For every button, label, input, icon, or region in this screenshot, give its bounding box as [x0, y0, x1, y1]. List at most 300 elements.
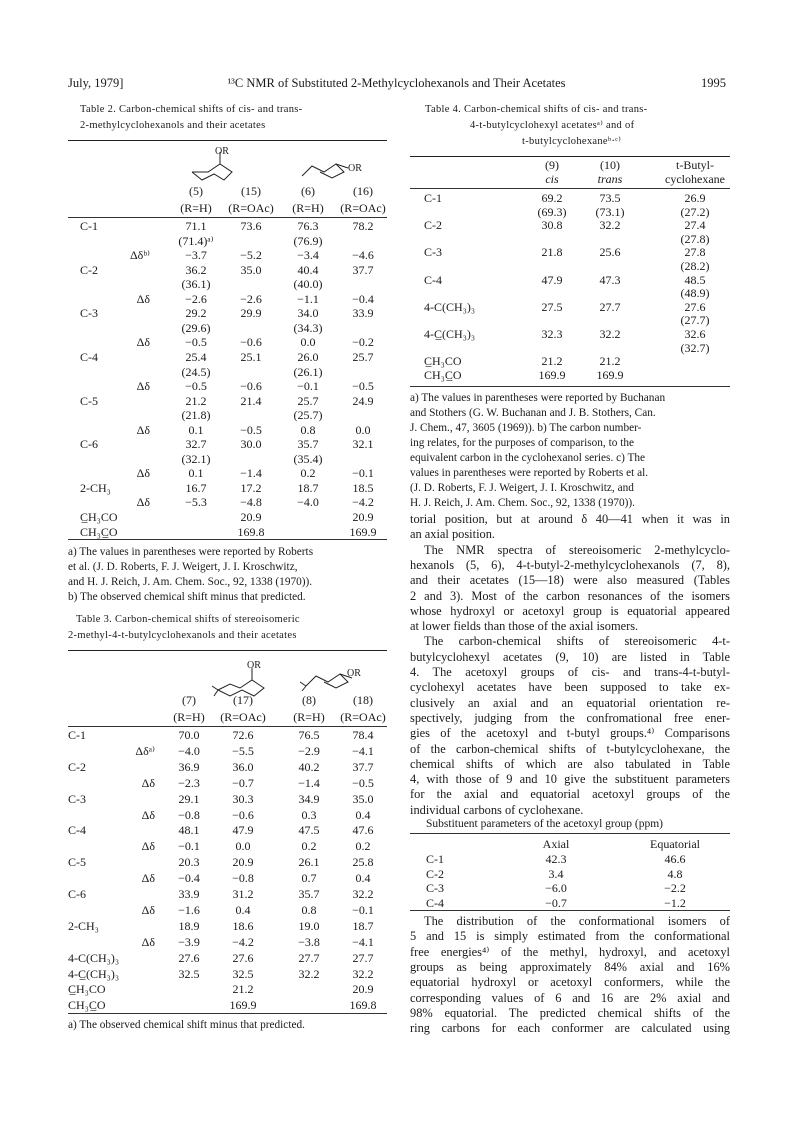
- table2-note-4: b) The observed chemical shift minus that predicted.: [68, 591, 306, 603]
- table3-cell: 0.8: [301, 902, 317, 917]
- table3-cell: 33.9: [178, 887, 200, 901]
- table2-cell: 21.4: [240, 393, 262, 408]
- table2-cell: (34.3): [293, 320, 323, 335]
- table3-row-label: C-3: [68, 791, 86, 806]
- table3-row-label: CH₃C̲O: [68, 998, 106, 1013]
- table3-cell: −4.1: [352, 743, 374, 758]
- subtable-cell: 42.3: [545, 852, 567, 866]
- table3-cell: −2.3: [178, 775, 200, 790]
- table3-cell: −0.5: [352, 775, 374, 790]
- table4-col-subhead: cyclohexane: [665, 172, 725, 186]
- table2-col-head: (6): [301, 184, 315, 198]
- table2-row-label: C-1: [80, 219, 98, 233]
- table2-cell: 30.0: [240, 437, 262, 452]
- table4-top-rule: [410, 156, 730, 157]
- table3-delta-label: Δδ: [141, 839, 155, 854]
- table3-cell: 30.3: [232, 791, 254, 806]
- table4-cell: 73.5: [599, 191, 621, 205]
- table2-col-head: (5): [189, 184, 203, 198]
- table4-note-7: (J. D. Roberts, F. J. Weigert, J. I. Kroschwitz, and: [410, 482, 634, 494]
- table4-head-rule: [410, 188, 730, 189]
- table2-cell: 0.1: [188, 422, 204, 437]
- table3-cell: 32.2: [352, 966, 374, 981]
- table4-col-subhead: trans: [597, 172, 623, 186]
- table3-col-subhead: (R=OAc): [220, 710, 266, 724]
- table2-cell: 0.0: [355, 422, 371, 437]
- table4-caption-line3: t-butylcyclohexaneᵇ⋅ᶜ⁾: [522, 136, 622, 147]
- subtable-row-label: C-2: [426, 866, 444, 881]
- subtable-top-rule: [410, 833, 730, 834]
- table2-cell: −0.4: [352, 291, 374, 306]
- table2-cell: 18.5: [352, 480, 374, 495]
- table3-cell: −4.1: [352, 934, 374, 949]
- body-text-line: The NMR spectra of stereoisomeric 2-methylcyclo-: [424, 542, 730, 557]
- table2-delta-label: Δδ: [136, 291, 150, 306]
- table2-cell: 33.9: [352, 306, 374, 321]
- table2-cell: (32.1): [181, 451, 211, 466]
- table4-cell: (27.7): [680, 313, 710, 328]
- table2-delta-label: Δδ: [136, 335, 150, 350]
- table2-cell: −0.5: [240, 422, 262, 437]
- table3-caption-line1: Table 3. Carbon-chemical shifts of stereoisomeric: [76, 614, 300, 625]
- table4-cell: (27.2): [680, 204, 710, 219]
- table4-note-1: a) The values in parentheses were reported by Buchanan: [410, 392, 666, 404]
- table2-head-rule: [68, 217, 387, 218]
- table2-cell: −4.0: [297, 495, 319, 510]
- table2-cell: 18.7: [297, 480, 319, 495]
- table2-caption-line2: 2-methylcyclohexanols and their acetates: [80, 120, 266, 131]
- table3-row-label: 2-CH₃: [68, 918, 99, 933]
- table3-cell: 0.4: [235, 902, 251, 917]
- table4-cell: 27.7: [599, 299, 621, 314]
- table4-cell: 47.3: [599, 272, 621, 287]
- table3-cell: 18.9: [178, 918, 200, 933]
- table3-cell: 32.2: [298, 966, 320, 981]
- table3-cell: 35.7: [298, 887, 320, 901]
- table4-cell: (28.2): [680, 259, 710, 273]
- body-text-line: individual carbons of cyclohexane.: [410, 802, 584, 817]
- subtable-row-label: C-4: [426, 895, 444, 910]
- table2-cell: 25.7: [352, 349, 374, 364]
- table3-cell: −1.4: [298, 775, 320, 790]
- table3-bottom-rule: [68, 1013, 387, 1014]
- table2-cell: −1.4: [240, 466, 262, 481]
- table4-cell: 27.8: [684, 245, 706, 260]
- table2-cell: 29.2: [185, 306, 207, 321]
- table3-cell: 36.0: [232, 759, 254, 774]
- table2-row-label: CH₃C̲O: [80, 524, 118, 539]
- table3-col-subhead: (R=H): [293, 710, 325, 724]
- table3-cell: 0.7: [301, 871, 317, 886]
- table3-cell: 32.2: [352, 887, 374, 901]
- table2-cell: −0.1: [352, 466, 374, 481]
- table2-row-label: C-2: [80, 262, 98, 277]
- table3-cell: 36.9: [178, 759, 200, 774]
- table3-cell: −0.7: [232, 775, 254, 790]
- table2-cell: −0.1: [297, 379, 319, 394]
- table3-cell: 18.6: [232, 918, 254, 933]
- table2-bottom-rule: [68, 539, 387, 540]
- body-text-line: butylcyclohexyl acetates (9, 10) are listed in Table: [410, 649, 730, 664]
- table2-cell: −2.6: [185, 291, 207, 306]
- table2-cell: 21.2: [185, 393, 207, 408]
- table3-col-head: (7): [182, 693, 196, 707]
- subtable-cell: −0.7: [545, 895, 567, 910]
- table2-cell: 32.1: [352, 437, 374, 452]
- table2-cell: −5.2: [240, 248, 262, 263]
- table3-structure-cis: [210, 664, 280, 700]
- table4-cell: 27.4: [684, 218, 706, 233]
- table3-row-label: 4-C̲(CH₃)₃: [68, 966, 120, 981]
- table4-note-3: J. Chem., 47, 3605 (1969)). b) The carbon number-: [410, 422, 642, 434]
- table2-delta-label: Δδᵇ⁾: [129, 248, 150, 263]
- table4-col-head: (10): [600, 158, 620, 172]
- subtable-cell: 3.4: [548, 866, 564, 881]
- table2-cell: 73.6: [240, 219, 262, 233]
- table2-cell: 37.7: [352, 262, 374, 277]
- body-text-line: for the axial and equatorial acetoxyl groups of the: [410, 787, 730, 802]
- table2-row-label: C-3: [80, 306, 98, 321]
- subtable-col-head: Equatorial: [650, 837, 700, 851]
- table4-cell: (48.9): [680, 286, 710, 301]
- table2-cell: −1.1: [297, 291, 319, 306]
- table3-col-head: (17): [233, 693, 253, 707]
- body-text-line: ring carbons for each conformer are calculated using: [410, 1021, 730, 1036]
- table4-bottom-rule: [410, 386, 730, 387]
- table3-cell: 19.0: [298, 918, 320, 933]
- body-text-line: 2 and 3). Most of the carbon resonances of the isomers: [410, 588, 730, 603]
- table3-cell: 0.4: [355, 871, 371, 886]
- table4-row-label: 4-C̲(CH₃)₃: [424, 327, 476, 341]
- table2-cell: (40.0): [293, 277, 323, 292]
- subtable-cell: −1.2: [664, 895, 686, 910]
- table4-cell: 48.5: [684, 272, 706, 287]
- table3-cell: −4.0: [178, 743, 200, 758]
- table2-note-1: a) The values in parentheses were reported by Roberts: [68, 546, 314, 558]
- table3-cell: 29.1: [178, 791, 200, 806]
- table3-cell: 0.3: [301, 807, 317, 822]
- table2-cell: 0.8: [300, 422, 316, 437]
- table3-delta-label: Δδ: [141, 807, 155, 822]
- table2-delta-label: Δδ: [136, 379, 150, 394]
- table2-cell: 76.3: [297, 219, 319, 233]
- table4-cell: 27.5: [541, 299, 563, 314]
- subtable-cell: 4.8: [667, 866, 683, 881]
- table4-cell: 169.9: [596, 367, 624, 382]
- table2-cell: −4.2: [352, 495, 374, 510]
- table2-note-2: et al. (J. D. Roberts, F. J. Weigert, J. I. Kroschwitz,: [68, 561, 298, 573]
- table2-cell: 17.2: [240, 480, 262, 495]
- table2-cell: 25.4: [185, 349, 207, 364]
- table3-head-rule: [68, 726, 387, 727]
- body-text-line: and their acetates (15—18) were also measured (Tables: [410, 573, 730, 588]
- table2-cell: 16.7: [185, 480, 207, 495]
- table3-cell: 27.7: [352, 950, 374, 965]
- table4-row-label: CH₃C̲O: [424, 367, 462, 382]
- body-text-line: 98% equatorial. The predicted chemical shifts of the: [410, 1005, 730, 1020]
- table3-cell: 72.6: [232, 728, 254, 742]
- table4-row-label: 4-C(CH₃)₃: [424, 299, 476, 314]
- table4-cell: 47.9: [541, 272, 563, 287]
- table2-cell: −0.5: [185, 335, 207, 350]
- table2-cell: 20.9: [240, 510, 262, 524]
- table4-row-label: C-2: [424, 218, 442, 233]
- table2-col-subhead: (R=OAc): [340, 201, 386, 215]
- table2-cell: −0.2: [352, 335, 374, 350]
- table2-cell: (29.6): [181, 320, 211, 335]
- body-text-line: cyclohexyl acetates have been supposed to take ex-: [410, 680, 730, 695]
- running-header-title: ¹³C NMR of Substituted 2-Methylcyclohexanols and Their Acetates: [227, 76, 566, 90]
- table2-cell: (21.8): [181, 408, 211, 423]
- table2-cell: −0.5: [352, 379, 374, 394]
- table3-cell: 40.2: [298, 759, 320, 774]
- table3-row-label: C̲H₃CO: [68, 982, 106, 997]
- table3-cell: −0.1: [178, 839, 200, 854]
- table3-col-subhead: (R=OAc): [340, 710, 386, 724]
- subtable-title: Substituent parameters of the acetoxyl group (ppm): [426, 818, 663, 830]
- body-text-line: 4. The acetoxyl groups of cis- and trans-4-t-butyl-: [410, 665, 730, 679]
- table2-cell: 32.7: [185, 437, 207, 452]
- table2-cell: 24.9: [352, 393, 374, 408]
- table2-cell: (26.1): [293, 364, 323, 379]
- table4-col-head: (9): [545, 158, 559, 172]
- table3-delta-label: Δδ: [141, 934, 155, 949]
- table3-cell: −3.8: [298, 934, 320, 949]
- table4-col-head: t-Butyl-: [676, 158, 714, 172]
- table2-cell: 26.0: [297, 349, 319, 364]
- table3-row-label: C-1: [68, 728, 86, 742]
- table2-structure-trans: [298, 158, 354, 182]
- table2-col-head: (16): [353, 184, 373, 198]
- table4-row-label: C-4: [424, 272, 442, 287]
- table2-cell: 169.9: [349, 524, 377, 539]
- table2-col-head: (15): [241, 184, 261, 198]
- table4-cell: 32.2: [599, 218, 621, 233]
- table3-delta-label: Δδ: [141, 775, 155, 790]
- table3-structure-trans-label: OR: [347, 668, 361, 679]
- table3-cell: −0.6: [232, 807, 254, 822]
- table3-row-label: 4-C(CH₃)₃: [68, 950, 120, 965]
- table2-delta-label: Δδ: [136, 466, 150, 481]
- table2-cell: 25.1: [240, 349, 262, 364]
- table3-cell: 27.6: [178, 950, 200, 965]
- table2-delta-label: Δδ: [136, 422, 150, 437]
- body-text-line: 5 and 15 is simply estimated from the conformational: [410, 929, 730, 944]
- table2-cell: 71.1: [185, 219, 207, 233]
- table3-note: a) The observed chemical shift minus that predicted.: [68, 1019, 305, 1031]
- table2-cell: 78.2: [352, 219, 374, 233]
- table2-cell: (24.5): [181, 364, 211, 379]
- table4-cell: (73.1): [595, 204, 625, 219]
- table2-note-3: and H. J. Reich, J. Am. Chem. Soc., 92, 1338 (1970)).: [68, 576, 313, 588]
- table4-cell: 32.2: [599, 327, 621, 341]
- table2-col-subhead: (R=OAc): [228, 201, 274, 215]
- table3-cell: 76.5: [298, 728, 320, 742]
- table3-cell: −4.2: [232, 934, 254, 949]
- subtable-bottom-rule: [410, 910, 730, 911]
- table3-row-label: C-6: [68, 887, 86, 901]
- table4-row-label: C-3: [424, 245, 442, 260]
- table3-structure-cis-label: OR: [247, 660, 261, 671]
- table2-cell: 40.4: [297, 262, 319, 277]
- table3-cell: 20.9: [232, 855, 254, 870]
- table3-cell: 0.4: [355, 807, 371, 822]
- table3-cell: 25.8: [352, 855, 374, 870]
- table3-cell: 35.0: [352, 791, 374, 806]
- table3-cell: 78.4: [352, 728, 374, 742]
- table2-cell: 36.2: [185, 262, 207, 277]
- subtable-cell: 46.6: [664, 852, 686, 866]
- body-text-line: of the carbon-chemical shifts of t-butylcyclohexane, the: [410, 741, 730, 756]
- table2-cell: −4.6: [352, 248, 374, 263]
- body-text-line: at lower fields than those of the axial isomers.: [410, 619, 639, 634]
- table4-cell: 30.8: [541, 218, 563, 233]
- table2-row-label: C-6: [80, 437, 98, 452]
- table3-row-label: C-4: [68, 823, 86, 838]
- body-text-line: equatorial hydroxyl or acetoxyl conformers, while the: [410, 975, 730, 990]
- table2-cell: (35.4): [293, 451, 323, 466]
- table3-row-label: C-2: [68, 759, 86, 774]
- body-text-line: 4, with those of 9 and 10 give the substituent parameters: [410, 772, 730, 787]
- table2-cell: (25.7): [293, 408, 323, 423]
- table3-col-subhead: (R=H): [173, 710, 205, 724]
- subtable-cell: −6.0: [545, 881, 567, 896]
- table2-cell: (71.4)ᵃ⁾: [178, 233, 214, 248]
- body-text-line: spectively, judging from the confromational free ener-: [410, 710, 730, 725]
- table2-col-subhead: (R=H): [292, 201, 324, 215]
- table2-cell: −3.4: [297, 248, 319, 263]
- table4-note-6: values in parentheses were reported by Roberts et al.: [410, 467, 649, 479]
- table2-structure-cis-label: OR: [215, 146, 229, 157]
- subtable-row-label: C-3: [426, 881, 444, 896]
- table2-cell: −4.8: [240, 495, 262, 510]
- table3-cell: 47.5: [298, 823, 320, 838]
- table4-caption-line1: Table 4. Carbon-chemical shifts of cis- and trans-: [425, 104, 648, 115]
- table3-cell: 0.0: [235, 839, 251, 854]
- body-text-line: corresponding values of 6 and 16 are 2% axial and: [410, 990, 730, 1005]
- table2-cell: 169.8: [237, 524, 265, 539]
- table4-cell: (32.7): [680, 340, 710, 355]
- table2-row-label: 2-CH₃: [80, 480, 111, 495]
- table3-cell: 169.9: [229, 998, 257, 1013]
- table2-cell: 0.0: [300, 335, 316, 350]
- body-text-line: The carbon-chemical shifts of stereoisomeric 4-t-: [424, 634, 730, 649]
- table2-row-label: C̲H₃CO: [80, 510, 118, 524]
- table2-cell: (36.1): [181, 277, 211, 292]
- table3-caption-line2: 2-methyl-4-t-butylcyclohexanols and their acetates: [68, 630, 297, 641]
- table3-cell: 47.6: [352, 823, 374, 838]
- table4-row-label: C-1: [424, 191, 442, 205]
- table3-col-head: (18): [353, 693, 373, 707]
- table2-caption-line1: Table 2. Carbon-chemical shifts of cis- and trans-: [80, 104, 303, 115]
- table3-cell: 27.6: [232, 950, 254, 965]
- table2-cell: −2.6: [240, 291, 262, 306]
- body-text-line: chemical shifts of which are also tabulated in Table: [410, 756, 730, 771]
- body-text-line: groups as being approximately 84% axial and 16%: [410, 959, 730, 974]
- table4-col-subhead: cis: [545, 172, 559, 186]
- table3-cell: 21.2: [232, 982, 254, 997]
- table4-cell: 21.2: [599, 354, 621, 369]
- table2-cell: −0.6: [240, 335, 262, 350]
- body-text-line: clusively an axial and an equatorial orientation re-: [410, 695, 730, 710]
- table3-cell: 0.2: [301, 839, 317, 854]
- table3-cell: −1.6: [178, 902, 200, 917]
- table4-row-label: C̲H₃CO: [424, 354, 462, 369]
- table4-note-4: ing relates, for the purposes of comparison, to the: [410, 437, 634, 449]
- table3-cell: −3.9: [178, 934, 200, 949]
- table2-cell: 0.2: [300, 466, 316, 481]
- table4-cell: 25.6: [599, 245, 621, 260]
- table2-structure-trans-label: OR: [348, 163, 362, 174]
- table3-top-rule: [68, 650, 387, 651]
- body-text-line: torial position, but at around δ 40—41 when it was in: [410, 512, 730, 526]
- table4-cell: 26.9: [684, 191, 706, 205]
- table4-cell: 32.3: [541, 327, 563, 341]
- table3-cell: −5.5: [232, 743, 254, 758]
- table3-cell: −0.4: [178, 871, 200, 886]
- table3-cell: 34.9: [298, 791, 320, 806]
- table3-cell: −0.1: [352, 902, 374, 917]
- table4-cell: 21.2: [541, 354, 563, 369]
- table3-row-label: C-5: [68, 855, 86, 870]
- table3-cell: −0.8: [232, 871, 254, 886]
- table3-delta-label: Δδ: [141, 871, 155, 886]
- table2-row-label: C-4: [80, 349, 98, 364]
- table4-cell: 27.6: [684, 299, 706, 314]
- table4-cell: 169.9: [538, 367, 566, 382]
- table2-cell: 35.7: [297, 437, 319, 452]
- table3-delta-label: Δδᵃ⁾: [135, 743, 155, 758]
- table3-cell: 27.7: [298, 950, 320, 965]
- table3-cell: 18.7: [352, 918, 374, 933]
- body-text-line: an axial position.: [410, 527, 495, 542]
- table3-cell: −0.8: [178, 807, 200, 822]
- table2-cell: −5.3: [185, 495, 207, 510]
- table3-cell: 32.5: [178, 966, 200, 981]
- table3-cell: 47.9: [232, 823, 254, 838]
- body-text-line: gies of the acetoxyl and t-butyl groups.⁴⁾ Comparisons: [410, 726, 730, 741]
- body-text-line: hexanols (5, 6), 4-t-butyl-2-methylcyclohexanols (7, 8),: [410, 557, 730, 572]
- table2-cell: −0.5: [185, 379, 207, 394]
- table3-cell: 0.2: [355, 839, 371, 854]
- table2-cell: 34.0: [297, 306, 319, 321]
- body-text-line: The distribution of the conformational isomers of: [424, 914, 730, 928]
- table3-cell: 37.7: [352, 759, 374, 774]
- table2-cell: 20.9: [352, 510, 374, 524]
- table4-cell: 21.8: [541, 245, 563, 260]
- table2-cell: 35.0: [240, 262, 262, 277]
- table4-note-5: equivalent carbon in the cyclohexanol series. c) The: [410, 452, 646, 464]
- table3-col-head: (8): [302, 693, 316, 707]
- subtable-cell: −2.2: [664, 881, 686, 896]
- table3-cell: 32.5: [232, 966, 254, 981]
- table3-cell: 20.3: [178, 855, 200, 870]
- table4-cell: 69.2: [541, 191, 563, 205]
- table2-cell: (76.9): [293, 233, 323, 248]
- table4-cell: 32.6: [684, 327, 706, 341]
- running-header-left: July, 1979]: [68, 76, 124, 90]
- subtable-col-head: Axial: [542, 837, 570, 851]
- table2-row-label: C-5: [80, 393, 98, 408]
- table4-note-2: and Stothers (G. W. Buchanan and J. B. Stothers, Can.: [410, 407, 656, 419]
- table3-cell: 20.9: [352, 982, 374, 997]
- page-number: 1995: [701, 76, 726, 90]
- table4-caption-line2: 4-t-butylcyclohexyl acetatesᵃ⁾ and of: [470, 120, 635, 131]
- table2-delta-label: Δδ: [136, 495, 150, 510]
- table3-delta-label: Δδ: [141, 902, 155, 917]
- body-text-line: free energies⁴⁾ of the methyl, hydroxyl, and acetoxyl: [410, 944, 730, 959]
- table3-cell: 31.2: [232, 887, 254, 901]
